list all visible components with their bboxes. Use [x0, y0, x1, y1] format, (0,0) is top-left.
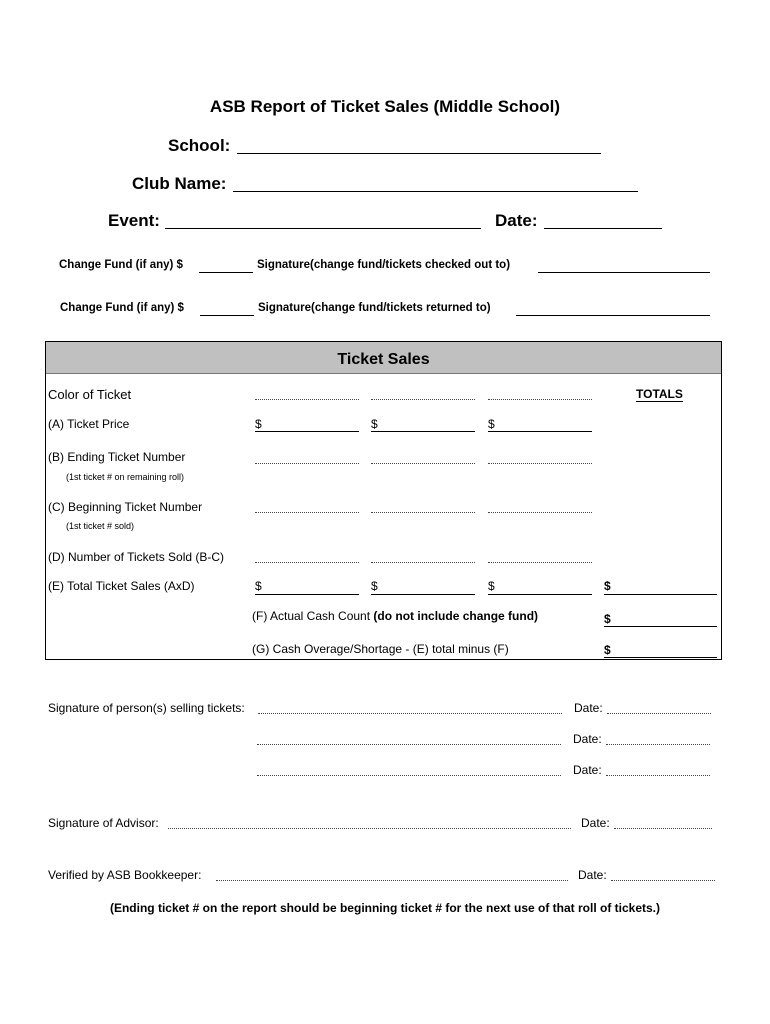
event-date-label: Date:	[495, 211, 538, 230]
school-field[interactable]	[237, 153, 601, 154]
seller-date-field-1[interactable]	[607, 713, 711, 714]
bookkeeper-date-field[interactable]	[611, 880, 715, 881]
overage-field[interactable]	[604, 657, 717, 658]
page-title: ASB Report of Ticket Sales (Middle School)	[209, 97, 561, 116]
price-field-2[interactable]	[371, 431, 475, 432]
row-beginning-label: (C) Beginning Ticket Number	[48, 500, 203, 514]
total-sales-currency-1: $	[255, 579, 262, 593]
event-date-field[interactable]	[544, 228, 662, 229]
event-label: Event:	[108, 211, 160, 230]
seller-signature-field-2[interactable]	[257, 744, 561, 745]
seller-date-label-3: Date:	[573, 763, 602, 777]
seller-date-label-2: Date:	[573, 732, 602, 746]
seller-date-field-3[interactable]	[606, 775, 710, 776]
beginning-field-2[interactable]	[371, 512, 475, 513]
club-name-field[interactable]	[233, 191, 638, 192]
price-field-1[interactable]	[255, 431, 359, 432]
total-sales-currency-3: $	[488, 579, 495, 593]
change-fund-return-field[interactable]	[200, 315, 254, 316]
seller-signature-field-1[interactable]	[258, 713, 562, 714]
total-sales-field-1[interactable]	[255, 594, 359, 595]
row-ending-label: (B) Ending Ticket Number	[48, 450, 186, 464]
ending-field-2[interactable]	[371, 463, 475, 464]
bookkeeper-signature-field[interactable]	[216, 880, 568, 881]
price-currency-3: $	[488, 417, 495, 431]
change-fund-out-field[interactable]	[199, 272, 253, 273]
advisor-signature-label: Signature of Advisor:	[48, 816, 159, 830]
overage-currency: $	[604, 643, 611, 657]
price-currency-2: $	[371, 417, 378, 431]
total-sales-field-2[interactable]	[371, 594, 475, 595]
total-sales-field-3[interactable]	[488, 594, 592, 595]
row-overage-label: (G) Cash Overage/Shortage - (E) total minus (F)	[252, 642, 509, 656]
advisor-date-field[interactable]	[614, 828, 712, 829]
row-ending-note: (1st ticket # on remaining roll)	[66, 472, 185, 482]
returned-signature-label: Signature(change fund/tickets returned to)	[258, 302, 491, 314]
bookkeeper-signature-label: Verified by ASB Bookkeeper:	[48, 868, 202, 882]
row-number-sold-label: (D) Number of Tickets Sold (B-C)	[48, 550, 225, 564]
school-label: School:	[168, 136, 231, 155]
returned-signature-field[interactable]	[516, 315, 710, 316]
seller-signature-field-3[interactable]	[257, 775, 561, 776]
beginning-field-1[interactable]	[255, 512, 359, 513]
price-field-3[interactable]	[488, 431, 592, 432]
ending-field-3[interactable]	[488, 463, 592, 464]
price-currency-1: $	[255, 417, 262, 431]
cash-count-note: (do not include change fund)	[373, 609, 539, 623]
checked-out-signature-field[interactable]	[538, 272, 710, 273]
change-fund-out-label: Change Fund (if any) $	[59, 259, 183, 271]
total-sales-currency-2: $	[371, 579, 378, 593]
ticket-sales-header: Ticket Sales	[337, 351, 430, 368]
cash-count-text: (F) Actual Cash Count	[252, 609, 374, 623]
total-sales-total-field[interactable]	[604, 594, 717, 595]
totals-header: TOTALS	[636, 387, 683, 401]
number-sold-field-2[interactable]	[371, 562, 475, 563]
cash-count-field[interactable]	[604, 626, 717, 627]
number-sold-field-1[interactable]	[255, 562, 359, 563]
advisor-signature-field[interactable]	[168, 828, 571, 829]
color-field-1[interactable]	[255, 399, 359, 400]
row-price-label: (A) Ticket Price	[48, 417, 130, 431]
club-name-label: Club Name:	[132, 174, 227, 193]
checked-out-signature-label: Signature(change fund/tickets checked out to)	[257, 259, 511, 271]
advisor-date-label: Date:	[581, 816, 610, 830]
total-sales-total-currency: $	[604, 579, 611, 593]
event-field[interactable]	[165, 228, 481, 229]
color-field-2[interactable]	[371, 399, 475, 400]
ending-field-1[interactable]	[255, 463, 359, 464]
color-field-3[interactable]	[488, 399, 592, 400]
beginning-field-3[interactable]	[488, 512, 592, 513]
footer-note: (Ending ticket # on the report should be beginning ticket # for the next use of that roll of tickets.)	[109, 901, 661, 915]
bookkeeper-date-label: Date:	[578, 868, 607, 882]
row-total-sales-label: (E) Total Ticket Sales (AxD)	[48, 579, 195, 593]
row-color-label: Color of Ticket	[48, 387, 132, 402]
cash-count-currency: $	[604, 612, 611, 626]
seller-date-field-2[interactable]	[606, 744, 710, 745]
seller-date-label-1: Date:	[574, 701, 603, 715]
row-beginning-note: (1st ticket # sold)	[66, 521, 135, 531]
change-fund-return-label: Change Fund (if any) $	[60, 302, 184, 314]
row-cash-count-label	[252, 609, 538, 623]
number-sold-field-3[interactable]	[488, 562, 592, 563]
sellers-signature-label: Signature of person(s) selling tickets:	[48, 701, 245, 715]
